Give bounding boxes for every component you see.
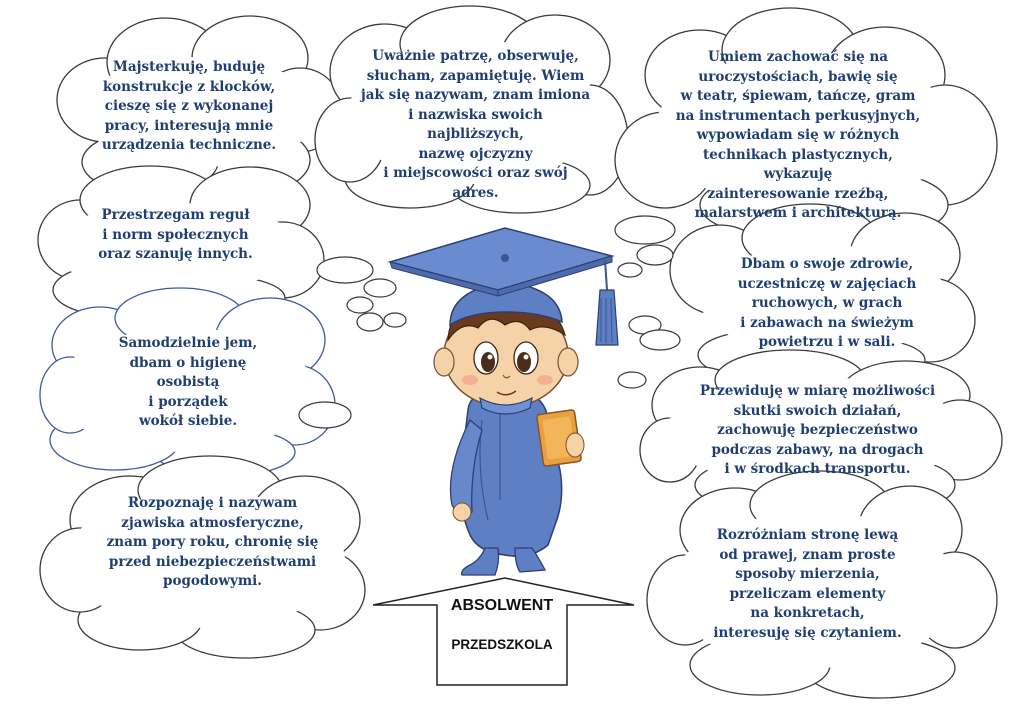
graduate-boy-illustration	[390, 228, 618, 575]
cloud-text-tinkering: Majsterkuję, buduję konstrukcje z klocków, cieszę się z wykonanej pracy, interesują mnie urządzenia techniczne.	[101, 59, 277, 153]
cloud-text-weather: Rozpoznaję i nazywam zjawiska atmosferyczne, znam pory roku, chronię się przed niebezpieczeństwami pogodowymi.	[106, 495, 319, 589]
cloud-text-ceremonies: Umiem zachować się na uroczystościach, bawię się w teatr, śpiewam, tańczę, gram na instrumentach perkusyjnych, wypowiadam się w różnych technikach plastycznych, wykazuję zainteresowanie rzeźbą, malarstwem i architekturą.	[675, 49, 921, 221]
cloud-text-observing: Uważnie patrzę, obserwuję, słucham, zapamiętuję. Wiem jak się nazywam, znam imiona i nazwiska swoich najbliższych, nazwę ojczyzny i miejscowości oraz swój adres.	[360, 48, 591, 201]
arrow-shape	[373, 578, 634, 685]
cloud-text-health: Dbam o swoje zdrowie, uczestniczę w zajęciach ruchowych, w grach i zabawach na świeżym powietrzu i w sali.	[737, 256, 917, 350]
arrow-title: ABSOLWENT	[450, 597, 554, 614]
arrow-subtitle: PRZEDSZKOLA	[451, 637, 553, 652]
cloud-text-social-rules: Przestrzegam reguł i norm społecznych oraz szanuję innych.	[98, 207, 253, 262]
cloud-text-measuring: Rozróżniam stronę lewą od prawej, znam proste sposoby mierzenia, przeliczam elementy na konkretach, interesuję się czytaniem.	[713, 527, 902, 641]
cloud-text-safety: Przewiduję w miarę możliwości skutki swoich działań, zachowuję bezpieczeństwo podczas zabawy, na drogach i w środkach transportu.	[699, 383, 936, 477]
cloud-text-self-care: Samodzielnie jem, dbam o higienę osobistą i porządek wokół siebie.	[118, 335, 258, 429]
